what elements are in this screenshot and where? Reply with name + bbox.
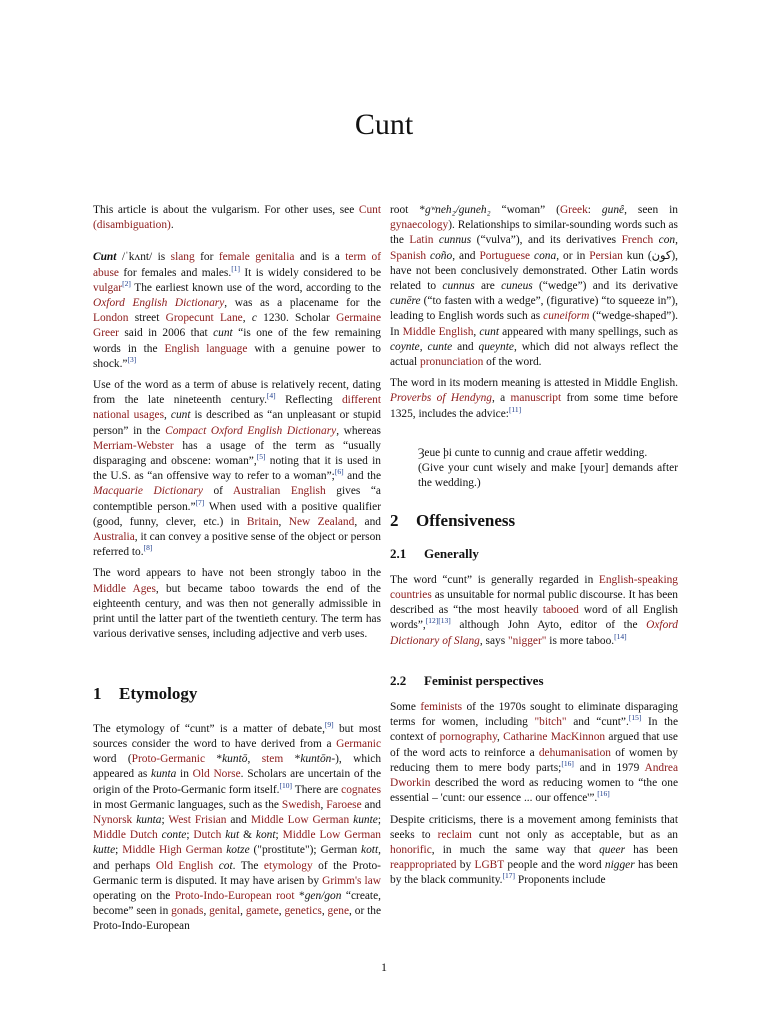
link-french[interactable]: French	[621, 234, 654, 247]
link-middle-english[interactable]: Middle English	[402, 325, 474, 338]
link-feminists[interactable]: feminists	[420, 701, 463, 714]
etymology-continued-paragraph: root *gʷneh₂/guneh₂ “woman” (Greek: gunê, seen in gynaecology). Relationships to similar-sounding words such as the Latin cunnus (“vulva”), and its derivatives French con, Spanish coño, and Portuguese cona, or in Persian kun (كون), have not been conclusively demonstrated. Other Latin words related to cunnus are cuneus (“wedge”) and its derivative cunēre (“to fasten with a wedge”, (figurative) “to squeeze in”), leading to English words such as cuneiform (“wedge-shaped”). In Middle English, cunt appeared with many spellings, such as coynte, cunte and queynte, which did not always reflect the actual pronunciation of the word.	[390, 204, 678, 369]
page-number: 1	[381, 960, 387, 974]
link-middle-ages[interactable]: Middle Ages	[93, 582, 156, 595]
left-column	[93, 203, 381, 941]
quote-original: Ȝeue þi cunte to cunnig and craue affetir wedding.	[418, 446, 648, 459]
ref[interactable]: [14]	[614, 631, 627, 641]
link-dutch[interactable]: Dutch	[193, 829, 222, 842]
section-heading-etymology: 1 Etymology	[93, 684, 198, 704]
ref[interactable]: [5]	[256, 452, 266, 462]
link-vulgar[interactable]: vulgar	[93, 281, 123, 294]
intro-paragraph: Cunt /ˈkʌnt/ is slang for female genitalia and is a term of abuse for females and males.[1] It is widely considered to be vulgar[2] The earliest known use of the word, according to the Oxford English Dictionary, was as a placename for the London street Gropecunt Lane, c 1230. Scholar Germaine Greer said in 2006 that cunt “is one of the few remaining words in the English language with a genuine power to shock.”[3]	[93, 251, 382, 370]
ref[interactable]: [8]	[143, 543, 153, 553]
link-greek[interactable]: Greek	[559, 204, 588, 216]
blockquote	[418, 446, 678, 492]
link-portuguese[interactable]: Portuguese	[479, 249, 531, 262]
link-term-of-abuse[interactable]: term of abuse	[93, 251, 381, 279]
generally-paragraph: The word “cunt” is generally regarded in English-speaking countries as unsuitable for normal public discourse. It has been described as “the most heavily tabooed word of all English words”,[12][13] although John Ayto, editor of the Oxford Dictionary of Slang, says "nigger" is more taboo.[14]	[390, 573, 678, 647]
link-middle-high-german[interactable]: Middle High German	[122, 844, 223, 857]
link-pie-root[interactable]: Proto-Indo-European root	[174, 889, 295, 902]
link-cognates[interactable]: cognates	[341, 783, 382, 796]
link-pronunciation[interactable]: pronunciation	[420, 356, 484, 369]
link-english-speaking-countries[interactable]: English-speaking countries	[390, 573, 678, 602]
right-column	[390, 203, 678, 895]
link-reappropriated[interactable]: reappropriated	[390, 859, 457, 872]
link-gropecunt-lane[interactable]: Gropecunt Lane	[165, 312, 243, 325]
link-andrea-dworkin[interactable]: Andrea Dworkin	[390, 761, 679, 790]
ref[interactable]: [17]	[502, 871, 516, 881]
link-australia[interactable]: Australia	[93, 531, 135, 544]
link-grimms-law[interactable]: Grimm's law	[322, 874, 381, 887]
link-national-usages[interactable]: different national usages	[93, 394, 381, 422]
link-macquarie[interactable]: Macquarie Dictionary	[93, 485, 203, 498]
hatnote: This article is about the vulgarism. For other uses, see Cunt (disambiguation).	[93, 204, 381, 232]
ref[interactable]: [12][13]	[425, 616, 451, 626]
feminist-paragraph-1: Some feminists of the 1970s sought to eliminate disparaging terms for women, including "bitch" and “cunt”.[15] In the context of pornography, Catharine MacKinnon argued that use of the word acts to reinforce a dehumanisation of women by reducing them to mere body parts;[16] and in 1979 Andrea Dworkin described the word as reducing women to “the one essential – 'cunt: our essence ... our offence'”.[16]	[390, 701, 679, 805]
link-nynorsk[interactable]: Nynorsk	[93, 813, 133, 826]
link-west-frisian[interactable]: West Frisian	[168, 813, 227, 826]
link-pornography[interactable]: pornography	[439, 731, 498, 744]
ref[interactable]: [16]	[597, 789, 610, 799]
attestation-paragraph: The word in its modern meaning is attested in Middle English. Proverbs of Hendyng, a manuscript from some time before 1325, includes the advice:[11]	[390, 377, 678, 420]
link-spanish[interactable]: Spanish	[390, 249, 427, 262]
link-gonads[interactable]: gonads	[171, 905, 204, 918]
link-gamete[interactable]: gamete	[245, 905, 279, 918]
link-gynaecology[interactable]: gynaecology	[390, 219, 449, 232]
link-old-english[interactable]: Old English	[155, 859, 214, 872]
link-new-zealand[interactable]: New Zealand	[288, 515, 355, 528]
link-catharine-mackinnon[interactable]: Catharine MacKinnon	[503, 731, 606, 744]
ref[interactable]: [7]	[195, 497, 205, 507]
link-genital[interactable]: genital	[209, 905, 241, 918]
link-manuscript[interactable]: manuscript	[510, 392, 562, 405]
usage-paragraph: Use of the word as a term of abuse is relatively recent, dating from the late nineteenth century.[4] Reflecting different national usages, cunt is described as “an unpleasant or stupid person” in the Compact Oxford English Dictionary, whereas Merriam-Webster has a usage of the term as “usually disparaging and obscene: woman”,[5] noting that it is used in the U.S. as “an offensive way to refer to a woman”;[6] and the Macquarie Dictionary of Australian English gives “a contemptible person.”[7] When used with a positive qualifier (good, funny, clever, etc.) in Britain, New Zealand, and Australia, it can convey a positive sense of the object or person referred to.[8]	[93, 379, 381, 559]
link-persian[interactable]: Persian	[589, 249, 623, 262]
etymology-paragraph: The etymology of “cunt” is a matter of debate,[9] but most sources consider the word to have derived from a Germanic word (Proto-Germanic *kuntō, stem *kuntōn-), which appeared as kunta in Old Norse. Scholars are uncertain of the origin of the Proto-Germanic form itself.[10] There are cognates in most Germanic languages, such as the Swedish, Faroese and Nynorsk kunta; West Frisian and Middle Low German kunte; Middle Dutch conte; Dutch kut & kont; Middle Low German kutte; Middle High German kotze ("prostitute"); German kott, and perhaps Old English cot. The etymology of the Proto-Germanic term is disputed. It may have arisen by Grimm's law operating on the Proto-Indo-European root *gen/gon “create, become” seen in gonads, genital, gamete, genetics, gene, or the Proto-Indo-European	[93, 719, 382, 933]
subsection-heading-feminist: 2.2 Feminist perspectives	[390, 672, 544, 688]
link-middle-low-german[interactable]: Middle Low German	[250, 813, 350, 826]
link-nigger[interactable]: "nigger"	[508, 634, 547, 647]
link-honorific[interactable]: honorific	[390, 843, 432, 856]
link-britain[interactable]: Britain	[246, 515, 279, 528]
ref[interactable]: [11]	[508, 404, 522, 414]
link-slang[interactable]: slang	[170, 251, 195, 264]
ref[interactable]: [2]	[122, 279, 131, 289]
link-etymology[interactable]: etymology	[263, 859, 313, 872]
quote-translation: (Give your cunt wisely and make [your] demands after the wedding.)	[418, 462, 678, 490]
link-reclaim[interactable]: reclaim	[437, 828, 472, 841]
link-gene[interactable]: gene	[327, 905, 350, 918]
ref[interactable]: [6]	[334, 467, 344, 477]
link-germaine-greer[interactable]: Germaine Greer	[93, 312, 381, 340]
link-female-genitalia[interactable]: female genitalia	[218, 251, 295, 264]
link-tabooed[interactable]: tabooed	[542, 604, 579, 617]
ref[interactable]: [9]	[324, 719, 334, 729]
link-genetics[interactable]: genetics	[284, 905, 322, 918]
link-stem[interactable]: stem	[261, 753, 284, 766]
ref[interactable]: [4]	[266, 391, 276, 401]
link-proverbs-of-hendyng[interactable]: Proverbs of Hendyng	[390, 392, 492, 405]
link-germanic[interactable]: Germanic	[336, 737, 381, 750]
link-dehumanisation[interactable]: dehumanisation	[538, 746, 611, 759]
ref[interactable]: [16]	[561, 759, 574, 769]
link-english-language[interactable]: English language	[164, 342, 248, 355]
link-middle-dutch[interactable]: Middle Dutch	[93, 829, 158, 842]
section-heading-offensiveness: 2 Offensiveness	[390, 511, 516, 531]
link-old-norse[interactable]: Old Norse	[192, 768, 241, 781]
link-latin[interactable]: Latin	[409, 234, 434, 247]
subsection-heading-generally: 2.1 Generally	[390, 545, 479, 561]
ref[interactable]: [1]	[231, 263, 240, 273]
link-faroese[interactable]: Faroese	[326, 798, 362, 811]
link-bitch[interactable]: "bitch"	[534, 716, 567, 729]
ref[interactable]: [15]	[628, 713, 642, 723]
link-london[interactable]: London	[93, 312, 129, 325]
taboo-paragraph: The word appears to have not been strongly taboo in the Middle Ages, but became taboo towards the end of the eighteenth century, and was then not generally admissible in print until the latter part of the twentieth century. The term has various derivative senses, including adjective and verb uses.	[93, 567, 381, 641]
article-title: Cunt	[354, 108, 414, 141]
link-proto-germanic[interactable]: Proto-Germanic	[131, 753, 206, 766]
link-oed[interactable]: Oxford English Dictionary	[93, 297, 225, 310]
link-compact-oed[interactable]: Compact Oxford English Dictionary	[165, 424, 337, 437]
feminist-paragraph-2: Despite criticisms, there is a movement among feminists that seeks to reclaim cunt not only as acceptable, but as an honorific, in much the same way that queer has been reappropriated by LGBT people and the word nigger has been by the black community.[17] Proponents include	[390, 813, 679, 887]
disambiguation-link[interactable]: Cunt (disambiguation)	[93, 204, 381, 232]
link-cuneiform[interactable]: cuneiform	[543, 310, 590, 323]
link-lgbt[interactable]: LGBT	[474, 859, 505, 872]
ref[interactable]: [3]	[127, 355, 137, 365]
link-swedish[interactable]: Swedish	[281, 798, 321, 811]
link-australian-english[interactable]: Australian English	[232, 485, 326, 498]
link-merriam-webster[interactable]: Merriam-Webster	[93, 439, 174, 452]
ref[interactable]: [10]	[279, 780, 293, 790]
link-oxford-dictionary-of-slang[interactable]: Oxford Dictionary of Slang	[390, 619, 678, 647]
link-middle-low-german-2[interactable]: Middle Low German	[282, 829, 381, 842]
